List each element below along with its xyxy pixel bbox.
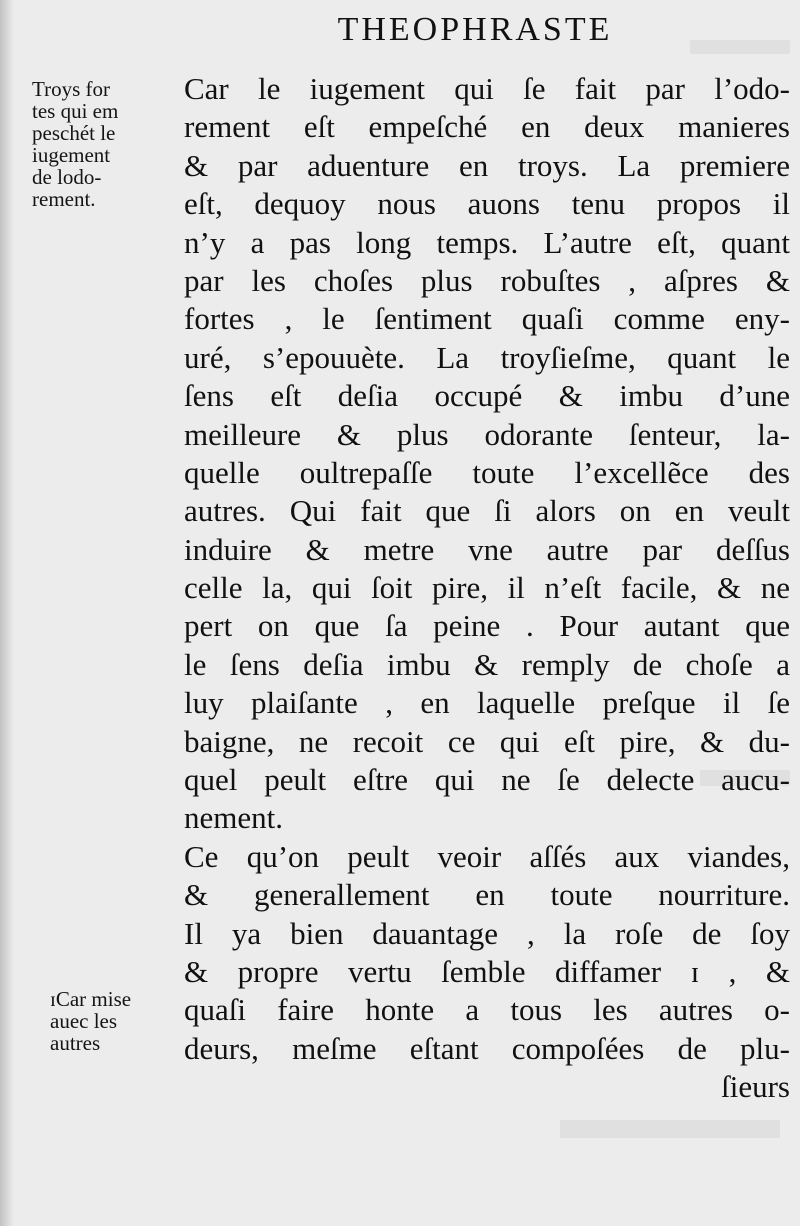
bleed-through-mark: [560, 1120, 780, 1138]
text-line: pert on que ſa peine . Pour autant que: [184, 608, 790, 644]
margin-note: [32, 78, 168, 210]
text-line: rement eſt empeſché en deux manieres: [184, 109, 790, 145]
text-line: eſt, dequoy nous auons tenu propos il: [184, 186, 790, 222]
text-line: autres. Qui fait que ſi alors on en veult: [184, 493, 790, 529]
margin-note-line: ɪCar mise: [50, 987, 132, 1011]
text-line: nement.: [184, 800, 283, 836]
text-line: luy plaiſante , en laquelle preſque il ſe: [184, 685, 790, 721]
text-line: Car le iugement qui ſe fait par l’odo-: [184, 71, 790, 106]
margin-note-line: autres: [50, 1031, 101, 1055]
text-line: fortes , le ſentiment quaſi comme eny-: [184, 301, 790, 337]
text-line: & generallement en toute nourriture.: [184, 877, 790, 913]
margin-note: [50, 988, 180, 1054]
text-line: induire & metre vne autre par deſſus: [184, 531, 790, 567]
catchword: ſieurs: [721, 1069, 790, 1105]
gutter-shadow: [0, 0, 14, 1226]
text-line: quel peult eſtre qui ne ſe delecte aucu-: [184, 762, 790, 798]
margin-note-line: auec les: [50, 1009, 118, 1033]
margin-note-line: tes qui em: [32, 99, 119, 123]
text-line: uré, s’epouuète. La troyſieſme, quant le: [184, 339, 790, 375]
text-line: n’y a pas long temps. L’autre eſt, quant: [184, 224, 790, 260]
running-head: THEOPHRASTE: [337, 11, 613, 48]
text-line: Ce qu’on peult veoir aſſés aux viandes,: [184, 838, 790, 874]
margin-note-line: iugement: [32, 143, 111, 167]
text-line: meilleure & plus odorante ſenteur, la-: [184, 416, 790, 452]
body-text: [184, 70, 790, 1107]
text-line: le ſens deſia imbu & remply de choſe a: [184, 646, 790, 682]
margin-note-line: de lodo-: [32, 165, 102, 189]
margin-note-line: peschét le: [32, 121, 116, 145]
text-line: baigne, ne recoit ce qui eſt pire, & du-: [184, 723, 790, 759]
text-line: Il ya bien dauantage , la roſe de ſoy: [184, 915, 790, 951]
text-line: celle la, qui ſoit pire, il n’eſt facile, & ne: [184, 570, 790, 606]
text-line: quelle oultrepaſſe toute l’excellẽce des: [184, 454, 790, 490]
text-line: quaſi faire honte a tous les autres o-: [184, 992, 790, 1028]
margin-note-line: rement.: [32, 187, 96, 211]
text-line: ſens eſt deſia occupé & imbu d’une: [184, 378, 790, 414]
text-line: & propre vertu ſemble diffamer ɪ , &: [184, 953, 790, 989]
margin-note-line: Troys for: [32, 77, 110, 101]
text-line: par les choſes plus robuſtes , aſpres &: [184, 262, 790, 298]
text-line: deurs, meſme eſtant compoſées de plu-: [184, 1030, 790, 1066]
text-line: & par aduenture en troys. La premiere: [184, 147, 790, 183]
